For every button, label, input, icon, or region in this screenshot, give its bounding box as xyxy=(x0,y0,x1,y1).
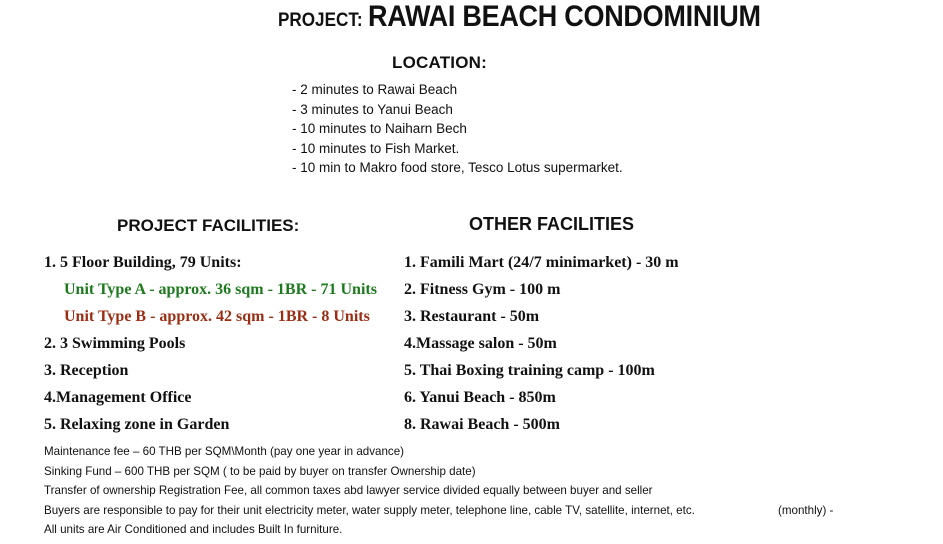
page-title xyxy=(278,0,761,34)
other-facility-item: 8. Rawai Beach - 500m xyxy=(404,416,560,433)
project-facilities-heading: PROJECT FACILITIES: xyxy=(117,216,300,235)
note-text: All units are Air Conditioned and includes Built In furniture. xyxy=(44,523,343,536)
unit-type-item: Unit Type A - approx. 36 sqm - 1BR - 71 Units xyxy=(64,281,377,298)
other-facility-item: 5. Thai Boxing training camp - 100m xyxy=(404,362,655,379)
location-heading: LOCATION: xyxy=(392,53,487,72)
note-line xyxy=(44,442,939,462)
location-item: - 10 minutes to Fish Market. xyxy=(292,140,460,156)
project-facility-item: 2. 3 Swimming Pools xyxy=(44,335,186,352)
note-text: Buyers are responsible to pay for their unit electricity meter, water supply meter, telephone line, cable TV, satellite, internet, etc. xyxy=(44,503,695,517)
notes-list xyxy=(44,442,939,540)
note-text: Transfer of ownership Registration Fee, all common taxes abd lawyer service divided equally between buyer and seller xyxy=(44,484,653,497)
other-facility-item: 6. Yanui Beach - 850m xyxy=(404,389,556,406)
note-line xyxy=(44,481,939,501)
note-line xyxy=(44,462,939,482)
note-text: Sinking Fund – 600 THB per SQM ( to be paid by buyer on transfer Ownership date) xyxy=(44,464,476,478)
other-facility-item: 4.Massage salon - 50m xyxy=(404,335,557,352)
project-name: RAWAI BEACH CONDOMINIUM xyxy=(367,0,761,33)
other-facilities-heading: OTHER FACILITIES xyxy=(469,214,635,234)
other-facility-item: 3. Restaurant - 50m xyxy=(404,308,540,325)
location-item: - 3 minutes to Yanui Beach xyxy=(292,101,453,117)
project-facilities-list xyxy=(44,249,377,438)
title-prefix: PROJECT: xyxy=(278,10,363,31)
note-text: Maintenance fee – 60 THB per SQM\Month (pay one year in advance) xyxy=(44,445,405,458)
note-aside: (monthly) - xyxy=(778,503,834,517)
location-item: - 10 minutes to Naiharn Bech xyxy=(292,121,467,136)
other-facility-item: 2. Fitness Gym - 100 m xyxy=(404,281,561,298)
project-facility-item: 5. Relaxing zone in Garden xyxy=(44,416,230,433)
project-facility-item: 1. 5 Floor Building, 79 Units: xyxy=(44,254,242,271)
project-facility-item: 4.Management Office xyxy=(44,389,192,406)
location-list xyxy=(292,80,623,178)
location-item: - 10 min to Makro food store, Tesco Lotus supermarket. xyxy=(292,160,623,175)
other-facilities-list xyxy=(404,249,679,438)
unit-type-item: Unit Type B - approx. 42 sqm - 1BR - 8 Units xyxy=(64,308,370,325)
location-item: - 2 minutes to Rawai Beach xyxy=(292,82,458,97)
other-facility-item: 1. Famili Mart (24/7 minimarket) - 30 m xyxy=(404,254,679,271)
note-line xyxy=(44,501,939,521)
note-line xyxy=(44,520,939,540)
project-facility-item: 3. Reception xyxy=(44,362,129,379)
